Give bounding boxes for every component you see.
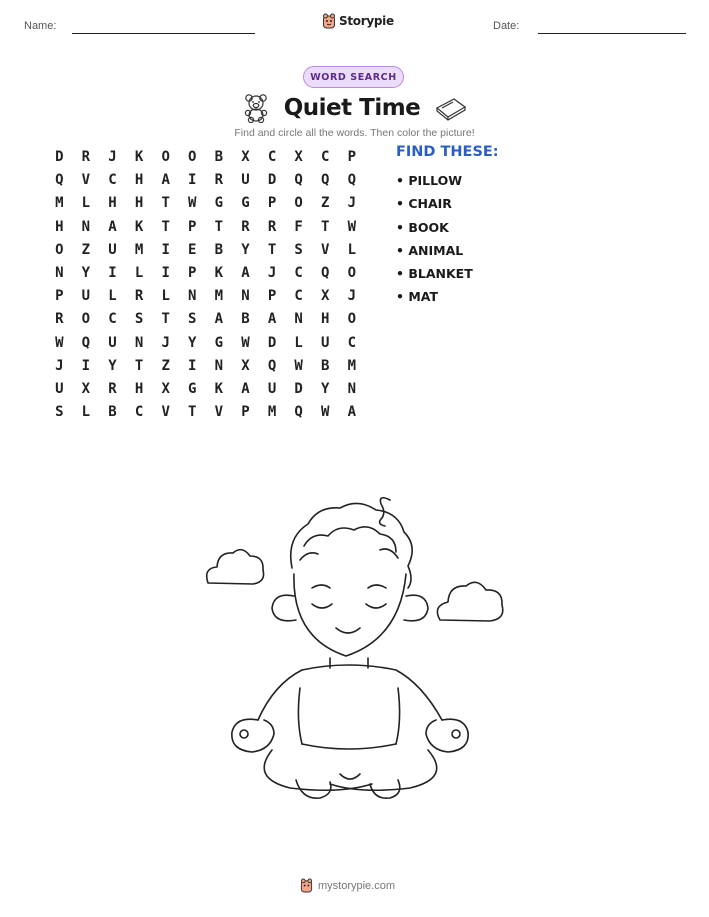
grid-cell[interactable]: M: [347, 357, 357, 374]
grid-cell[interactable]: S: [55, 404, 64, 421]
grid-cell[interactable]: R: [55, 311, 64, 328]
grid-cell[interactable]: C: [267, 149, 277, 165]
grid-cell[interactable]: Y: [81, 264, 91, 281]
grid-cell[interactable]: T: [134, 357, 144, 374]
ear-right: [404, 595, 428, 621]
word-list-item: • BOOK: [396, 219, 449, 235]
grid-cell[interactable]: M: [267, 404, 277, 421]
grid-cell[interactable]: X: [81, 380, 91, 397]
footer: [300, 878, 410, 893]
grid-cell[interactable]: A: [241, 264, 250, 281]
book-icon: [434, 95, 468, 121]
grid-cell[interactable]: A: [161, 172, 170, 189]
grid-cell[interactable]: N: [347, 380, 357, 397]
grid-cell[interactable]: R: [241, 218, 250, 235]
word-list: [396, 171, 473, 311]
grid-cell[interactable]: Q: [321, 264, 330, 281]
grid-cell[interactable]: Q: [267, 357, 277, 374]
brand-name: Storypie: [339, 14, 394, 28]
grid-cell[interactable]: O: [55, 241, 64, 258]
grid-cell[interactable]: A: [241, 380, 250, 397]
grid-cell[interactable]: L: [294, 334, 303, 351]
grid-cell[interactable]: T: [161, 218, 170, 235]
grid-cell[interactable]: I: [81, 357, 91, 374]
grid-cell[interactable]: D: [267, 172, 277, 189]
grid-cell[interactable]: D: [267, 334, 277, 351]
grid-cell[interactable]: G: [188, 380, 197, 397]
grid-cell[interactable]: V: [161, 404, 170, 421]
grid-cell[interactable]: K: [134, 218, 144, 235]
find-these-heading: FIND THESE:: [396, 144, 499, 160]
grid-cell[interactable]: C: [294, 264, 303, 281]
grid-cell[interactable]: U: [241, 172, 250, 189]
grid-cell[interactable]: X: [161, 380, 170, 397]
grid-cell[interactable]: U: [321, 334, 330, 351]
grid-cell[interactable]: S: [134, 311, 144, 328]
grid-cell[interactable]: O: [81, 311, 91, 328]
storypie-mascot-icon: [322, 13, 336, 29]
grid-cell[interactable]: U: [267, 380, 277, 397]
grid-cell[interactable]: O: [294, 195, 303, 212]
grid-cell[interactable]: M: [134, 241, 144, 258]
grid-cell[interactable]: Y: [241, 241, 250, 258]
grid-cell[interactable]: L: [134, 264, 144, 281]
grid-cell[interactable]: A: [108, 218, 117, 235]
date-line[interactable]: [538, 33, 686, 34]
grid-cell[interactable]: V: [321, 241, 330, 258]
grid-cell[interactable]: H: [55, 218, 64, 235]
grid-cell[interactable]: A: [267, 311, 277, 328]
cloud-left: [207, 550, 264, 584]
footer-url[interactable]: mystorypie.com: [318, 879, 396, 892]
grid-cell[interactable]: N: [188, 288, 197, 305]
grid-cell[interactable]: X: [321, 288, 330, 305]
grid-cell[interactable]: A: [347, 404, 357, 421]
grid-cell[interactable]: R: [81, 149, 91, 165]
grid-cell[interactable]: N: [241, 288, 250, 305]
grid-cell[interactable]: C: [108, 311, 117, 328]
grid-cell[interactable]: W: [55, 334, 64, 351]
grid-cell[interactable]: I: [188, 172, 197, 189]
grid-cell[interactable]: H: [134, 380, 144, 397]
grid-cell[interactable]: Q: [321, 172, 330, 189]
instructions: Find and circle all the words. Then color the picture!: [234, 127, 475, 139]
grid-cell[interactable]: P: [267, 288, 277, 305]
grid-cell[interactable]: N: [214, 357, 224, 374]
grid-cell[interactable]: J: [267, 264, 277, 281]
cloud-right: [437, 582, 502, 621]
grid-cell[interactable]: P: [241, 404, 250, 421]
grid-cell[interactable]: P: [347, 149, 357, 165]
name-label: Name:: [24, 20, 57, 32]
grid-cell[interactable]: O: [347, 264, 357, 281]
grid-cell[interactable]: C: [108, 172, 117, 189]
grid-cell[interactable]: X: [241, 357, 250, 374]
word-list-item: • PILLOW: [396, 173, 463, 188]
grid-cell[interactable]: C: [321, 149, 330, 165]
grid-cell[interactable]: P: [267, 195, 277, 212]
grid-cell[interactable]: S: [188, 311, 197, 328]
grid-cell[interactable]: V: [81, 172, 91, 189]
grid-cell[interactable]: W: [294, 357, 303, 374]
grid-cell[interactable]: L: [81, 195, 91, 212]
ear-left: [272, 595, 296, 621]
teddy-bear-icon: [242, 93, 270, 123]
grid-cell[interactable]: O: [188, 149, 197, 165]
grid-cell[interactable]: H: [134, 172, 144, 189]
grid-cell[interactable]: Q: [55, 172, 64, 189]
grid-cell[interactable]: P: [188, 218, 197, 235]
hand-left: [232, 719, 274, 752]
grid-cell[interactable]: P: [55, 288, 64, 305]
grid-cell[interactable]: J: [347, 288, 357, 305]
grid-cell[interactable]: Z: [161, 357, 170, 374]
grid-cell[interactable]: T: [321, 218, 330, 235]
grid-cell[interactable]: J: [55, 357, 64, 374]
grid-cell[interactable]: N: [55, 264, 64, 281]
grid-cell[interactable]: B: [108, 404, 117, 421]
word-list-item: • ANIMAL: [396, 242, 464, 258]
body: [302, 665, 442, 720]
word-list-item: • MAT: [396, 289, 439, 305]
grid-cell[interactable]: X: [294, 149, 303, 165]
date-label: Date:: [493, 20, 520, 32]
grid-cell[interactable]: T: [161, 195, 170, 212]
grid-cell[interactable]: T: [161, 311, 170, 328]
grid-cell[interactable]: G: [214, 334, 224, 351]
grid-cell[interactable]: I: [161, 241, 170, 258]
grid-cell[interactable]: L: [108, 288, 117, 305]
grid-cell[interactable]: R: [108, 380, 117, 397]
grid-cell[interactable]: P: [188, 264, 197, 281]
word-list-item: • BLANKET: [396, 266, 473, 282]
grid-cell[interactable]: D: [294, 380, 303, 397]
grid-cell[interactable]: T: [267, 241, 277, 258]
grid-cell[interactable]: U: [55, 380, 64, 397]
grid-cell[interactable]: J: [347, 195, 357, 212]
grid-cell[interactable]: Q: [294, 172, 303, 189]
grid-cell[interactable]: G: [241, 195, 250, 212]
word-list-item: • CHAIR: [396, 196, 452, 212]
meditating-child-illustration[interactable]: [200, 488, 510, 808]
hand-right: [426, 719, 468, 752]
grid-cell[interactable]: H: [134, 195, 144, 212]
face: [294, 574, 406, 656]
title-text: Quiet Time: [283, 95, 421, 121]
grid-cell[interactable]: V: [214, 404, 224, 421]
grid-cell[interactable]: N: [294, 311, 303, 328]
grid-cell[interactable]: H: [108, 195, 117, 212]
grid-cell[interactable]: B: [241, 311, 250, 328]
grid-cell[interactable]: K: [134, 149, 144, 165]
grid-cell[interactable]: S: [294, 241, 303, 258]
grid-cell[interactable]: W: [347, 218, 357, 235]
brand-logo: [322, 13, 394, 29]
storypie-mascot-icon: [300, 878, 313, 893]
grid-cell[interactable]: B: [214, 241, 224, 258]
grid-cell[interactable]: M: [55, 195, 64, 212]
grid-cell[interactable]: Y: [321, 380, 330, 397]
legs: [264, 750, 372, 790]
grid-cell[interactable]: T: [214, 218, 224, 235]
grid-cell[interactable]: G: [214, 195, 224, 212]
grid-cell[interactable]: Y: [108, 357, 117, 374]
grid-cell[interactable]: J: [161, 334, 170, 351]
grid-cell[interactable]: Q: [294, 404, 303, 421]
page-title: [240, 90, 470, 126]
grid-cell[interactable]: H: [321, 311, 330, 328]
grid-cell[interactable]: L: [81, 404, 91, 421]
grid-cell[interactable]: U: [108, 334, 117, 351]
word-search-badge: WORD SEARCH: [303, 66, 404, 88]
grid-cell[interactable]: W: [241, 334, 250, 351]
grid-cell[interactable]: K: [214, 264, 224, 281]
grid-cell[interactable]: X: [241, 149, 250, 165]
grid-cell[interactable]: W: [188, 195, 197, 212]
grid-cell[interactable]: F: [294, 218, 303, 235]
grid-cell[interactable]: U: [108, 241, 117, 258]
grid-cell[interactable]: L: [347, 241, 357, 258]
grid-cell[interactable]: C: [134, 404, 144, 421]
grid-cell[interactable]: W: [321, 404, 330, 421]
grid-cell[interactable]: B: [321, 357, 330, 374]
hair: [291, 503, 412, 588]
grid-cell[interactable]: A: [214, 311, 224, 328]
grid-cell[interactable]: N: [81, 218, 91, 235]
grid-cell[interactable]: I: [188, 357, 197, 374]
grid-cell[interactable]: I: [161, 264, 170, 281]
grid-cell[interactable]: T: [188, 404, 197, 421]
grid-cell[interactable]: B: [214, 149, 224, 165]
grid-cell[interactable]: C: [347, 334, 357, 351]
grid-cell[interactable]: E: [188, 241, 197, 258]
grid-cell[interactable]: Q: [81, 334, 91, 351]
grid-cell[interactable]: Z: [321, 195, 330, 212]
grid-cell[interactable]: C: [294, 288, 303, 305]
grid-cell[interactable]: I: [108, 264, 117, 281]
grid-cell[interactable]: R: [267, 218, 277, 235]
letter-grid[interactable]: [46, 146, 365, 424]
grid-cell[interactable]: Q: [347, 172, 357, 189]
grid-cell[interactable]: O: [347, 311, 357, 328]
grid-cell[interactable]: D: [55, 149, 64, 165]
grid-cell[interactable]: Y: [188, 334, 197, 351]
grid-cell[interactable]: R: [214, 172, 224, 189]
grid-cell[interactable]: N: [134, 334, 144, 351]
grid-cell[interactable]: K: [214, 380, 224, 397]
grid-cell[interactable]: L: [161, 288, 170, 305]
grid-cell[interactable]: O: [161, 149, 170, 165]
grid-cell[interactable]: M: [214, 288, 224, 305]
grid-cell[interactable]: U: [81, 288, 91, 305]
name-line[interactable]: [72, 33, 255, 34]
grid-cell[interactable]: R: [134, 288, 144, 305]
grid-cell[interactable]: J: [108, 149, 117, 165]
grid-cell[interactable]: Z: [81, 241, 91, 258]
